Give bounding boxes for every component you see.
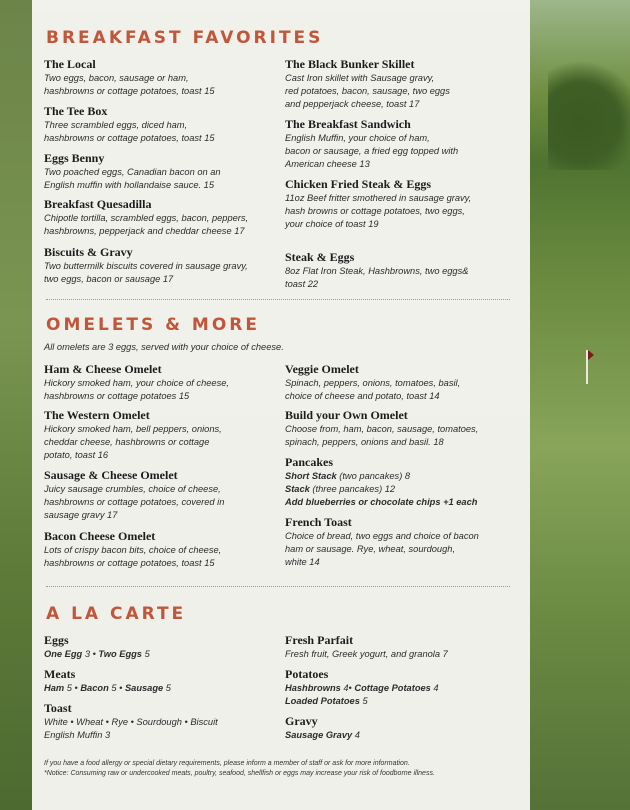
item-desc: Cast Iron skillet with Sausage gravy, red potatoes, bacon, sausage, two eggs and pepperjack cheese, toast 17 [285,73,450,109]
menu-item [44,245,294,286]
notice-note: *Notice: Consuming raw or undercooked meats, poultry, seafood, shellfish or eggs may increase your risk of foodborne illness. [44,770,435,777]
item-desc: Sausage Gravy 4 [285,730,360,740]
menu-item [285,362,525,403]
item-name: Meats [44,667,76,681]
item-name: Eggs [44,633,69,647]
trees-illustration [548,50,630,170]
item-name: Chicken Fried Steak & Eggs [285,177,432,191]
item-desc: White • Wheat • Rye • Sourdough • Biscuit English Muffin 3 [44,717,218,740]
section-title-carte: A LA CARTE [46,604,187,624]
item-name: Sausage & Cheese Omelet [44,468,178,482]
item-name: Veggie Omelet [285,362,359,376]
item-desc: Lots of crispy bacon bits, choice of cheese, hashbrowns or cottage potatoes, toast 15 [44,545,222,568]
menu-item [285,633,525,661]
menu-item [285,455,525,509]
item-name: Build your Own Omelet [285,408,408,422]
menu-item [44,408,284,462]
menu-item [285,250,525,291]
item-desc: Hickory smoked ham, bell peppers, onions, cheddar cheese, hashbrowns or cottage potato, toast 16 [44,424,222,460]
section-divider [46,586,510,587]
item-name: Biscuits & Gravy [44,245,133,259]
menu-item [44,701,284,742]
item-desc: Spinach, peppers, onions, tomatoes, basil, choice of cheese and potato, toast 14 [285,378,461,401]
item-name: Bacon Cheese Omelet [44,529,156,543]
item-name: Potatoes [285,667,329,681]
menu-item [44,104,284,145]
item-desc: Chipotle tortilla, scrambled eggs, bacon, peppers, hashbrowns, pepperjack and cheddar cheese 17 [44,213,249,236]
item-name: The Western Omelet [44,408,150,422]
item-name: The Local [44,57,96,71]
omelets-intro: All omelets are 3 eggs, served with your choice of cheese. [44,342,284,352]
item-desc: 11oz Beef fritter smothered in sausage gravy, hash browns or cottage potatoes, two eggs, your choice of toast 19 [285,193,472,229]
item-desc: Juicy sausage crumbles, choice of cheese, hashbrowns or cottage potatoes, covered in sausage gravy 17 [44,484,225,520]
menu-item [285,117,525,171]
item-name: Ham & Cheese Omelet [44,362,162,376]
menu-item [285,57,525,111]
menu-item [285,515,525,569]
item-desc: Two buttermilk biscuits covered in sausage gravy, two eggs, bacon or sausage 17 [44,261,248,284]
item-desc: 8oz Flat Iron Steak, Hashbrowns, two eggs& toast 22 [285,266,469,289]
menu-item [285,714,525,742]
menu-item [44,667,284,695]
item-name: Eggs Benny [44,151,105,165]
golf-course-left-strip [0,0,32,810]
menu-item [44,633,284,661]
menu-item [285,177,525,231]
item-name: Fresh Parfait [285,633,354,647]
menu-item [44,197,294,238]
golf-flag-icon [588,350,594,360]
item-desc: Ham 5 • Bacon 5 • Sausage 5 [44,683,171,693]
item-name: The Breakfast Sandwich [285,117,411,131]
item-name: Pancakes [285,455,333,469]
item-name: The Tee Box [44,104,108,118]
menu-item [285,667,525,708]
menu-item [44,362,284,403]
item-name: Steak & Eggs [285,250,355,264]
item-desc: Hickory smoked ham, your choice of cheese, hashbrowns or cottage potatoes 15 [44,378,229,401]
item-name: Breakfast Quesadilla [44,197,152,211]
item-name: Toast [44,701,72,715]
menu-item [44,57,284,98]
item-desc: Hashbrowns 4• Cottage Potatoes 4 Loaded Potatoes 5 [285,683,439,706]
allergy-note: If you have a food allergy or special dietary requirements, please inform a member of staff or ask for more information. [44,760,410,767]
item-desc: Choose from, ham, bacon, sausage, tomatoes, spinach, peppers, onions and basil. 18 [285,424,479,447]
item-desc: Fresh fruit, Greek yogurt, and granola 7 [285,649,448,659]
menu-item [44,529,284,570]
item-desc: Choice of bread, two eggs and choice of bacon ham or sausage. Rye, wheat, sourdough, white 14 [285,531,479,567]
item-desc: Two poached eggs, Canadian bacon on an English muffin with hollandaise sauce. 15 [44,167,221,190]
item-name: The Black Bunker Skillet [285,57,415,71]
menu-item [44,151,284,192]
section-title-breakfast: BREAKFAST FAVORITES [46,28,324,48]
item-desc: One Egg 3 • Two Eggs 5 [44,649,150,659]
item-desc: Three scrambled eggs, diced ham, hashbrowns or cottage potatoes, toast 15 [44,120,215,143]
section-title-omelets: OMELETS & MORE [46,315,261,335]
item-desc: Two eggs, bacon, sausage or ham, hashbrowns or cottage potatoes, toast 15 [44,73,215,96]
item-desc: English Muffin, your choice of ham, bacon or sausage, a fried egg topped with American cheese 13 [285,133,459,169]
section-divider [46,299,510,300]
item-name: French Toast [285,515,352,529]
menu-item [285,408,525,449]
item-name: Gravy [285,714,318,728]
item-desc: Short Stack (two pancakes) 8 Stack (three pancakes) 12 Add blueberries or chocolate chips +1 each [285,471,478,507]
menu-item [44,468,284,522]
